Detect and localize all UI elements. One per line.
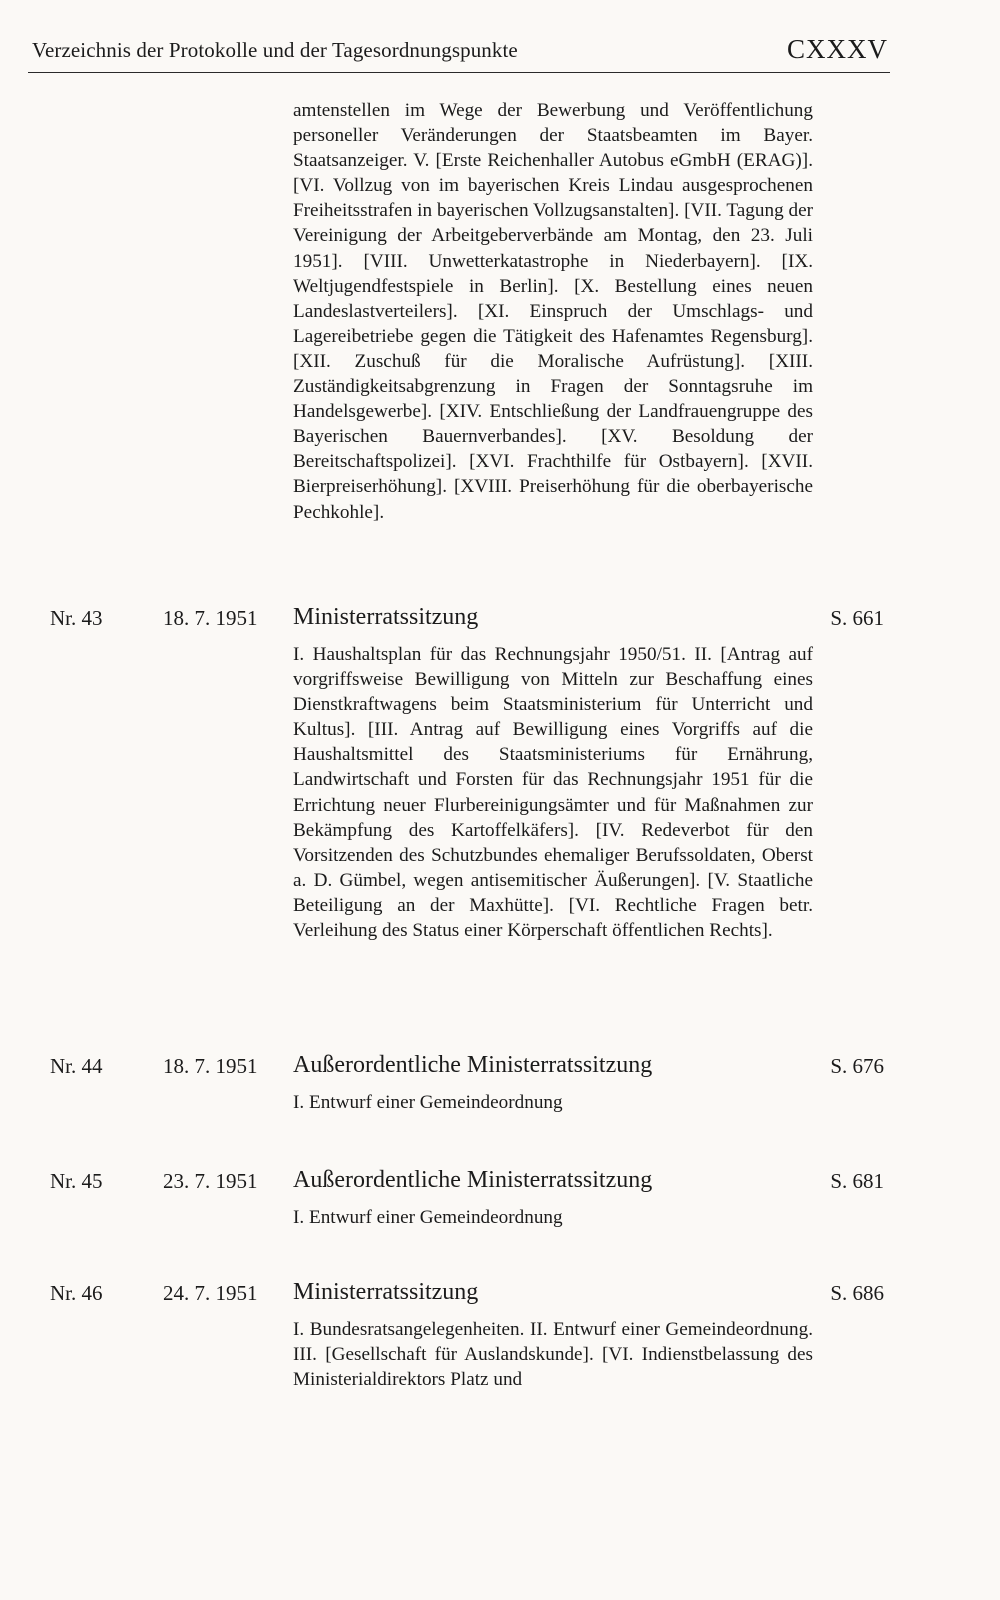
entry-agenda: I. Haushaltsplan für das Rechnungsjahr 1950/51. II. [Antrag auf vorgriffsweise Bewilligung von Mitteln zur Beschaffung eines Dienstkraftwagens beim Staatsministerium für Unterricht und Kultus]. [III. Antrag auf Bewilligung eines Vorgriffs auf die Haushaltsmittel des Staatsministeriums für Ernährung, Landwirtschaft und Forsten für das Rechnungsjahr 1951 für die Errichtung neuer Flurbereinigungsämter und für Maßnahmen zur Bekämpfung des Kartoffelkäfers]. [IV. Redeverbot für den Vorsitzenden des Schutzbundes ehemaliger Berufssoldaten, Oberst a. D. Gümbel, wegen antisemitischer Äußerungen]. [V. Staatliche Beteiligung an der Maxhütte]. [VI. Rechtliche Fragen betr. Verleihung des Status einer Körperschaft öffentlichen Rechts].	[293, 644, 813, 942]
entry-heading	[28, 1281, 890, 1315]
entry-date: 18. 7. 1951	[163, 1054, 258, 1078]
entry-number: Nr. 43	[50, 606, 103, 630]
running-header	[28, 30, 890, 73]
entry-page-ref: S. 676	[830, 1054, 884, 1078]
entry-date: 23. 7. 1951	[163, 1169, 258, 1193]
entry-page-ref: S. 681	[830, 1169, 884, 1193]
entry-title: Außerordentliche Ministerratssitzung	[293, 1167, 653, 1193]
entry-title: Ministerratssitzung	[293, 1279, 479, 1305]
entry-heading	[28, 606, 890, 640]
entry-number: Nr. 44	[50, 1054, 103, 1078]
entry-title: Außerordentliche Ministerratssitzung	[293, 1052, 653, 1078]
entry-date: 24. 7. 1951	[163, 1281, 258, 1305]
entry-title: Ministerratssitzung	[293, 604, 479, 630]
entry-heading	[28, 1169, 890, 1203]
entry-page-ref: S. 686	[830, 1281, 884, 1305]
protocol-entry-44	[28, 1054, 890, 1115]
entry-agenda: I. Bundesratsangelegenheiten. II. Entwurf einer Gemeindeordnung. III. [Gesellschaft für Auslandskunde]. [VI. Indienstbelassung des Ministerialdirektors Platz und	[293, 1319, 813, 1391]
entry-agenda: I. Entwurf einer Gemeindeordnung	[293, 1092, 563, 1113]
header-title: Verzeichnis der Protokolle und der Tagesordnungspunkte	[32, 38, 518, 62]
header-page-number: CXXXV	[786, 34, 888, 64]
entry-page-ref: S. 661	[830, 606, 884, 630]
entry-heading	[28, 1054, 890, 1088]
entry-date: 18. 7. 1951	[163, 606, 258, 630]
carryover-description: amtenstellen im Wege der Bewerbung und Veröffentlichung personeller Veränderungen der Staatsbeamten im Bayer. Staatsanzeiger. V. [Erste Reichenhaller Autobus eGmbH (ERAG)]. [VI. Vollzug von im bayerischen Kreis Lindau ausgesprochenen Freiheitsstrafen in bayerischen Vollzugsanstalten]. [VII. Tagung der Vereinigung der Arbeitgeberverbände am Montag, den 23. Juli 1951]. [VIII. Unwetterkatastrophe in Niederbayern]. [IX. Weltjugendfestspiele in Berlin]. [X. Bestellung eines neuen Landeslastverteilers]. [XI. Einspruch der Umschlags- und Lagereibetriebe gegen die Tätigkeit des Hafenamtes Regensburg]. [XII. Zuschuß für die Moralische Aufrüstung]. [XIII. Zuständigkeitsabgrenzung in Fragen der Sonntagsruhe im Handelsgewerbe]. [XIV. Entschließung der Landfrauengruppe des Bayerischen Bauernverbandes]. [XV. Besoldung der Bereitschaftspolizei]. [XVI. Frachthilfe für Ostbayern]. [XVII. Bierpreiserhöhung]. [XVIII. Preiserhöhung für die oberbayerische Pechkohle].	[293, 100, 813, 523]
protocol-entry-46	[28, 1281, 890, 1392]
entry-agenda: I. Entwurf einer Gemeindeordnung	[293, 1207, 563, 1228]
protocol-entry-45	[28, 1169, 890, 1230]
entry-number: Nr. 46	[50, 1281, 103, 1305]
protocol-entry-43	[28, 606, 890, 943]
entry-number: Nr. 45	[50, 1169, 103, 1193]
